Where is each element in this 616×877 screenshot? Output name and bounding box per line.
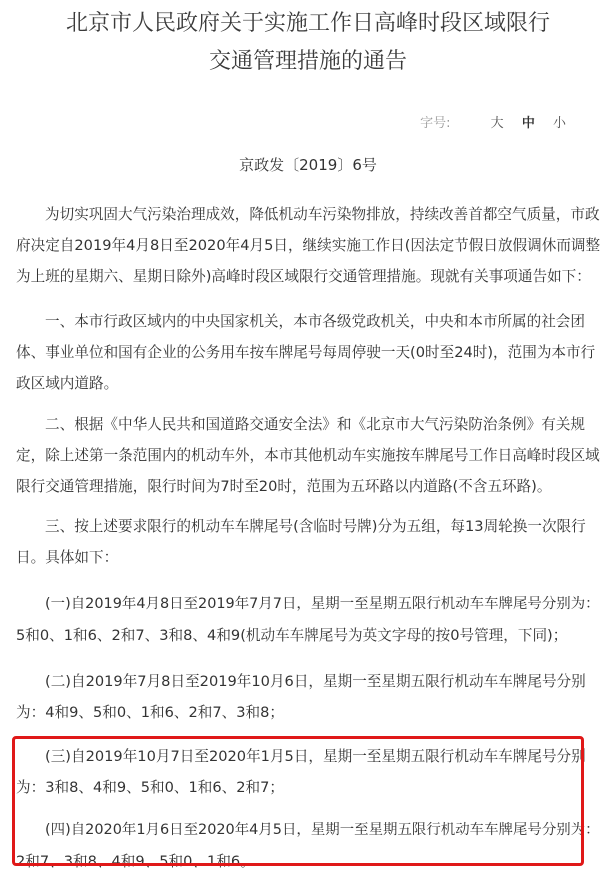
paragraph-article-3: [16, 511, 600, 573]
paragraph-line: 二、根据《中华人民共和国道路交通安全法》和《北京市大气污染防治条例》有关规: [45, 416, 585, 433]
paragraph-line: 定，除上述第一条范围内的机动车外，本市其他机动车实施按车牌尾号工作日高峰时段区域: [16, 447, 600, 464]
paragraph-line: 限行交通管理措施，限行时间为7时至20时，范围为五环路以内道路(不含五环路)。: [16, 478, 552, 495]
paragraph-article-2: [16, 409, 600, 502]
paragraph-line: (二)自2019年7月8日至2019年10月6日，星期一至星期五限行机动车车牌尾号分别: [45, 673, 586, 690]
paragraph-line: 为：3和8、4和9、5和0、1和6、2和7；: [16, 779, 284, 796]
highlight-box: [12, 736, 584, 866]
paragraph-line: 2和7、3和8、4和9、5和0、1和6。: [16, 853, 255, 870]
paragraph-line: 府决定自2019年4月8日至2020年4月5日，继续实施工作日(因法定节假日放假调休而调整: [16, 237, 601, 254]
paragraph-line: 为上班的星期六、星期日除外)高峰时段区域限行交通管理措施。现就有关事项通告如下：: [16, 268, 591, 285]
paragraph-line: 5和0、1和6、2和7、3和8、4和9(机动车车牌尾号为英文字母的按0号管理，下同)；: [16, 627, 568, 644]
paragraph-line: 日。具体如下：: [16, 549, 119, 566]
document-number: 京政发〔2019〕6号: [239, 156, 377, 174]
paragraph-line: (一)自2019年4月8日至2019年7月7日，星期一至星期五限行机动车车牌尾号分别为：: [45, 596, 600, 612]
paragraph-line: (三)自2019年10月7日至2020年1月5日，星期一至星期五限行机动车车牌尾号分别: [45, 748, 586, 765]
paragraph-period-1: [16, 589, 600, 651]
font-size-control: [420, 112, 566, 131]
font-size-label: 字号:: [420, 116, 451, 131]
paragraph-line: 一、本市行政区域内的中央国家机关，本市各级党政机关，中央和本市所属的社会团: [45, 313, 585, 330]
paragraph-line: (四)自2020年1月6日至2020年4月5日，星期一至星期五限行机动车车牌尾号分别为：: [45, 822, 600, 838]
font-size-small-button[interactable]: 小: [552, 116, 566, 131]
font-size-medium-button[interactable]: 中: [521, 116, 535, 131]
paragraph-article-1: [16, 306, 600, 399]
paragraph-line: 三、按上述要求限行的机动车车牌尾号(含临时号牌)分为五组，每13周轮换一次限行: [45, 518, 586, 535]
font-size-large-button[interactable]: 大: [490, 116, 504, 131]
title-line-1: 北京市人民政府关于实施工作日高峰时段区域限行: [65, 11, 550, 36]
paragraph-period-2: [16, 666, 600, 728]
paragraph-line: 为：4和9、5和0、1和6、2和7、3和8；: [16, 704, 284, 721]
paragraph-line: 为切实巩固大气污染治理成效，降低机动车污染物排放，持续改善首都空气质量，市政: [45, 206, 600, 223]
paragraph-line: 政区域内道路。: [16, 375, 119, 392]
paragraph-line: 体、事业单位和国有企业的公务用车按车牌尾号每周停驶一天(0时至24时)，范围为本市行: [16, 344, 596, 361]
title-line-2: 交通管理措施的通告: [208, 49, 407, 74]
paragraph-intro: [16, 199, 600, 292]
